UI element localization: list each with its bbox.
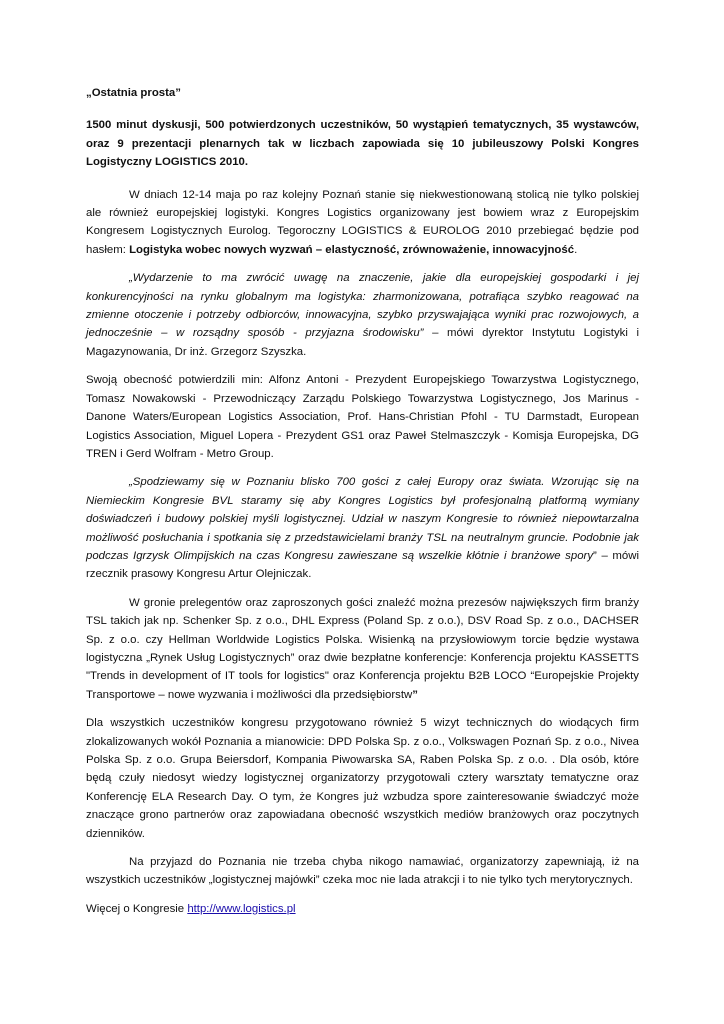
paragraph-invitation: Na przyjazd do Poznania nie trzeba chyba nikogo namawiać, organizatorzy zapewniają, iż na wszystkich uczestników „logistycznej majówki” czeka moc nie lada atrakcji i to nie tylko tych merytorycznych.: [86, 856, 639, 887]
document-page: [86, 84, 639, 928]
paragraph-speakers-end: ”: [412, 688, 418, 701]
quote-olejniczak-text: „Spodziewamy się w Poznaniu blisko 700 gości z całej Europy oraz świata. Wzorując się na Niemieckim Kongresie BVL staramy się aby Kongres Logistics był profesjonalną platformą wymiany doświadczeń i budowy polskiej myśli logistycznej. Udział w naszym Kongresie to również niepowtarzalna możliwość posłuchania i spotkania się z przedstawicielami branży TSL na neutralnym gruncie. Podobnie jak podczas Igrzysk Olimpijskich na czas Kongresu zawieszane są wszelkie kłótnie i branżowe spory: [86, 476, 639, 562]
more-info-label: Więcej o Kongresie: [86, 902, 188, 915]
lead-paragraph: 1500 minut dyskusji, 500 potwierdzonych uczestników, 50 wystąpień tematycznych, 35 wystawców, oraz 9 prezentacji plenarnych tak w liczbach zapowiada się 10 jubileuszowy Polski Kongres Logistyczny LOGISTICS 2010.: [86, 119, 639, 169]
quote-szyszka-text: „Wydarzenie to ma zwrócić uwagę na znaczenie, jakie dla europejskiej gospodarki i jej konkurencyjności na rynku globalnym ma logistyka: zharmonizowana, potrafiąca szybko reagować na zmienne otoczenie i potrzeby odbiorców, innowacyjna, szybko przyswajająca wyniki prac rozwojowych, a jednocześnie – w rozsądny sposób - przyjazna środowisku”: [86, 272, 639, 340]
paragraph-technical-visits: Dla wszystkich uczestników kongresu przygotowano również 5 wizyt technicznych do wiodących firm zlokalizowanych wokół Poznania a mianowicie: DPD Polska Sp. z o.o., Volkswagen Poznań Sp. z o.o., Nivea Polska Sp. z o.o. Grupa Beiersdorf, Kompania Piwowarska SA, Raben Polska Sp. z o.o. . Dla osób, które będą czuły niedosyt wiedzy logistycznej organizatorzy przygotowali cztery warsztaty tematyczne oraz Konferencję ELA Research Day. O tym, że Kongres już wzbudza spore zainteresowanie świadczyć może znaczące grono partnerów oraz zapowiadana obecność wszystkich mediów branżowych oraz poczytnych dzienników.: [86, 717, 639, 840]
quote-olejniczak-attribution: ” – mówi rzecznik prasowy Kongresu Artur Olejniczak.: [86, 549, 639, 581]
paragraph-speakers-text: W gronie prelegentów oraz zaproszonych gości znaleźć można prezesów największych firm branży TSL takich jak np. Schenker Sp. z o.o., DHL Express (Poland Sp. z o.o.), DSV Road Sp. z o.o., DACHSER Sp. z o.o. czy Hellman Worldwide Logistics Polska. Wisienką na przysłowiowym torcie będzie wystawa logistyczna „Rynek Usług Logistycznych” oraz dwie bezpłatne konferencje: Konferencja projektu KASSETTS "Trends in development of IT tools for logistics" oraz Konferencja projektu B2B LOCO “Europejskie Projekty Transportowe – nowe wyzwania i możliwości dla przedsiębiorstw: [86, 596, 639, 701]
quote-olejniczak: [86, 473, 639, 583]
more-info: [86, 900, 639, 918]
quote-szyszka-attribution: – mówi dyrektor Instytutu Logistyki i Magazynowania, Dr inż. Grzegorz Szyszka.: [86, 327, 640, 358]
paragraph-dates-text: W dniach 12-14 maja po raz kolejny Poznań stanie się niekwestionowaną stolicą nie tylko polskiej ale również europejskiej logistyki. Kongres Logistics organizowany jest bowiem wraz z Europejskim Kongresem Logistycznych Eurolog. Tegoroczny LOGISTICS & EUROLOG 2010 przebiegać będzie pod hasłem:: [86, 188, 639, 256]
document-title: „Ostatnia prosta”: [86, 87, 181, 99]
logistics-website-link[interactable]: http://www.logistics.pl: [187, 902, 296, 915]
congress-motto: Logistyka wobec nowych wyzwań – elastyczność, zrównoważenie, innowacyjność: [129, 243, 575, 256]
paragraph-dates-end: .: [574, 243, 578, 256]
paragraph-speakers-exhibition: [86, 594, 639, 704]
quote-szyszka: [86, 269, 639, 361]
paragraph-confirmed-speakers: Swoją obecność potwierdzili min: Alfonz Antoni - Prezydent Europejskiego Towarzystwa Logistycznego, Tomasz Nowakowski - Przewodniczący Zarządu Polskiego Towarzystwa Logistycznego, Jos Marinus - Danone Waters/European Logistics Association, Prof. Hans-Christian Pfohl - TU Darmstadt, European Logistics Association, Miguel Lopera - Prezydent GS1 oraz Paweł Stelmaszczyk - Komisja Europejska, DG TREN i Gerd Wolfram - Metro Group.: [86, 374, 639, 460]
paragraph-dates: [86, 186, 639, 260]
